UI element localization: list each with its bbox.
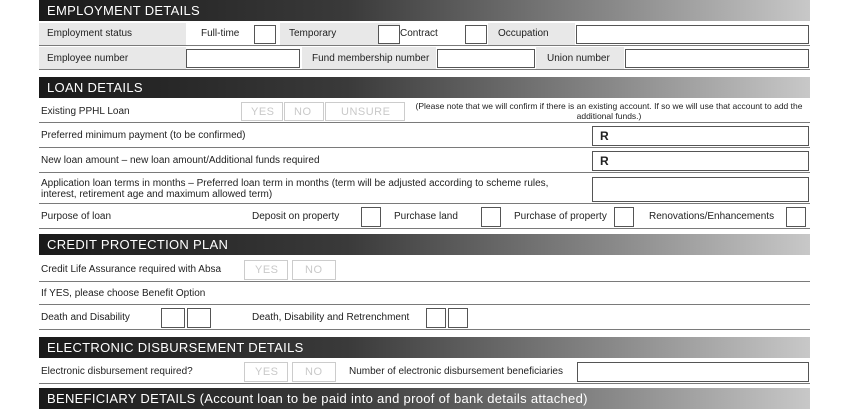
employment-status-row [39,23,810,46]
contract-checkbox[interactable] [465,25,487,44]
loan-terms-input[interactable] [592,177,809,202]
life-assurance-label: Credit Life Assurance required with Absa [41,264,222,275]
purchase-property-checkbox[interactable] [614,207,634,227]
life-yes-option[interactable]: YES [244,260,288,280]
new-amount-input[interactable]: R [592,151,809,171]
fund-membership-input[interactable] [437,49,535,68]
purchase-property-label: Purchase of property [514,211,607,222]
electronic-no-option[interactable]: NO [292,362,336,382]
temporary-checkbox[interactable] [378,25,400,44]
existing-loan-label: Existing PPHL Loan [41,106,130,117]
benefit-option-row [39,283,810,305]
beneficiary-details-header: BENEFICIARY DETAILS (Account loan to be paid into and proof of bank details attached) [39,388,810,409]
employee-number-input[interactable] [186,49,300,68]
death-disability-label: Death and Disability [41,312,130,323]
temporary-label: Temporary [289,28,337,39]
occupation-input[interactable] [576,25,809,44]
employee-number-label: Employee number [47,53,129,64]
new-amount-row [39,149,810,173]
beneficiaries-label: Number of electronic disbursement beneficiaries [349,366,563,377]
life-no-option[interactable]: NO [292,260,336,280]
death-disability-checkbox[interactable] [161,308,185,328]
fund-membership-label: Fund membership number [312,53,430,64]
electronic-disbursement-header: ELECTRONIC DISBURSEMENT DETAILS [39,337,810,358]
benefit-choice-row [39,306,810,330]
existing-loan-row [39,100,810,123]
fulltime-label: Full-time [201,28,240,39]
loan-details-header: LOAN DETAILS [39,77,810,98]
deposit-label: Deposit on property [252,211,340,222]
death-disability-checkbox-2[interactable] [187,308,211,328]
purpose-label: Purpose of loan [41,211,112,222]
benefit-option-label: If YES, please choose Benefit Option [41,288,206,299]
fulltime-checkbox[interactable] [254,25,276,44]
loan-terms-label: Application loan terms in months – Preferred loan term in months (term will be adjusted according to scheme rules, interest, retirement age and maximum allowed term) [41,178,549,200]
existing-no-option[interactable]: NO [284,102,324,121]
employment-status-label: Employment status [47,28,133,39]
occupation-label: Occupation [498,28,549,39]
employment-details-header: EMPLOYMENT DETAILS [39,0,810,21]
death-disability-retrenchment-label: Death, Disability and Retrenchment [252,312,410,323]
electronic-yes-option[interactable]: YES [244,362,288,382]
renovations-checkbox[interactable] [786,207,806,227]
min-payment-label: Preferred minimum payment (to be confirmed) [41,130,246,141]
renovations-label: Renovations/Enhancements [649,211,775,222]
existing-unsure-option[interactable]: UNSURE [325,102,405,121]
employee-number-row [39,47,810,70]
beneficiaries-input[interactable] [577,362,809,382]
deposit-checkbox[interactable] [361,207,381,227]
union-number-label: Union number [547,53,610,64]
existing-loan-note: (Please note that we will confirm if there is an existing account. If so we will use that account to add the additional funds.) [415,101,803,121]
new-amount-label: New loan amount – new loan amount/Additional funds required [41,155,320,166]
min-payment-input[interactable]: R [592,126,809,146]
union-number-input[interactable] [625,49,809,68]
electronic-required-label: Electronic disbursement required? [41,366,193,377]
min-payment-row [39,124,810,148]
purchase-land-label: Purchase land [394,211,458,222]
purchase-land-checkbox[interactable] [481,207,501,227]
purpose-row [39,205,810,229]
life-assurance-row [39,258,810,282]
credit-protection-header: CREDIT PROTECTION PLAN [39,234,810,255]
retrenchment-checkbox-2[interactable] [448,308,468,328]
retrenchment-checkbox[interactable] [426,308,446,328]
electronic-required-row [39,360,810,384]
contract-label: Contract [400,28,438,39]
existing-yes-option[interactable]: YES [241,102,283,121]
loan-terms-row [39,174,810,204]
